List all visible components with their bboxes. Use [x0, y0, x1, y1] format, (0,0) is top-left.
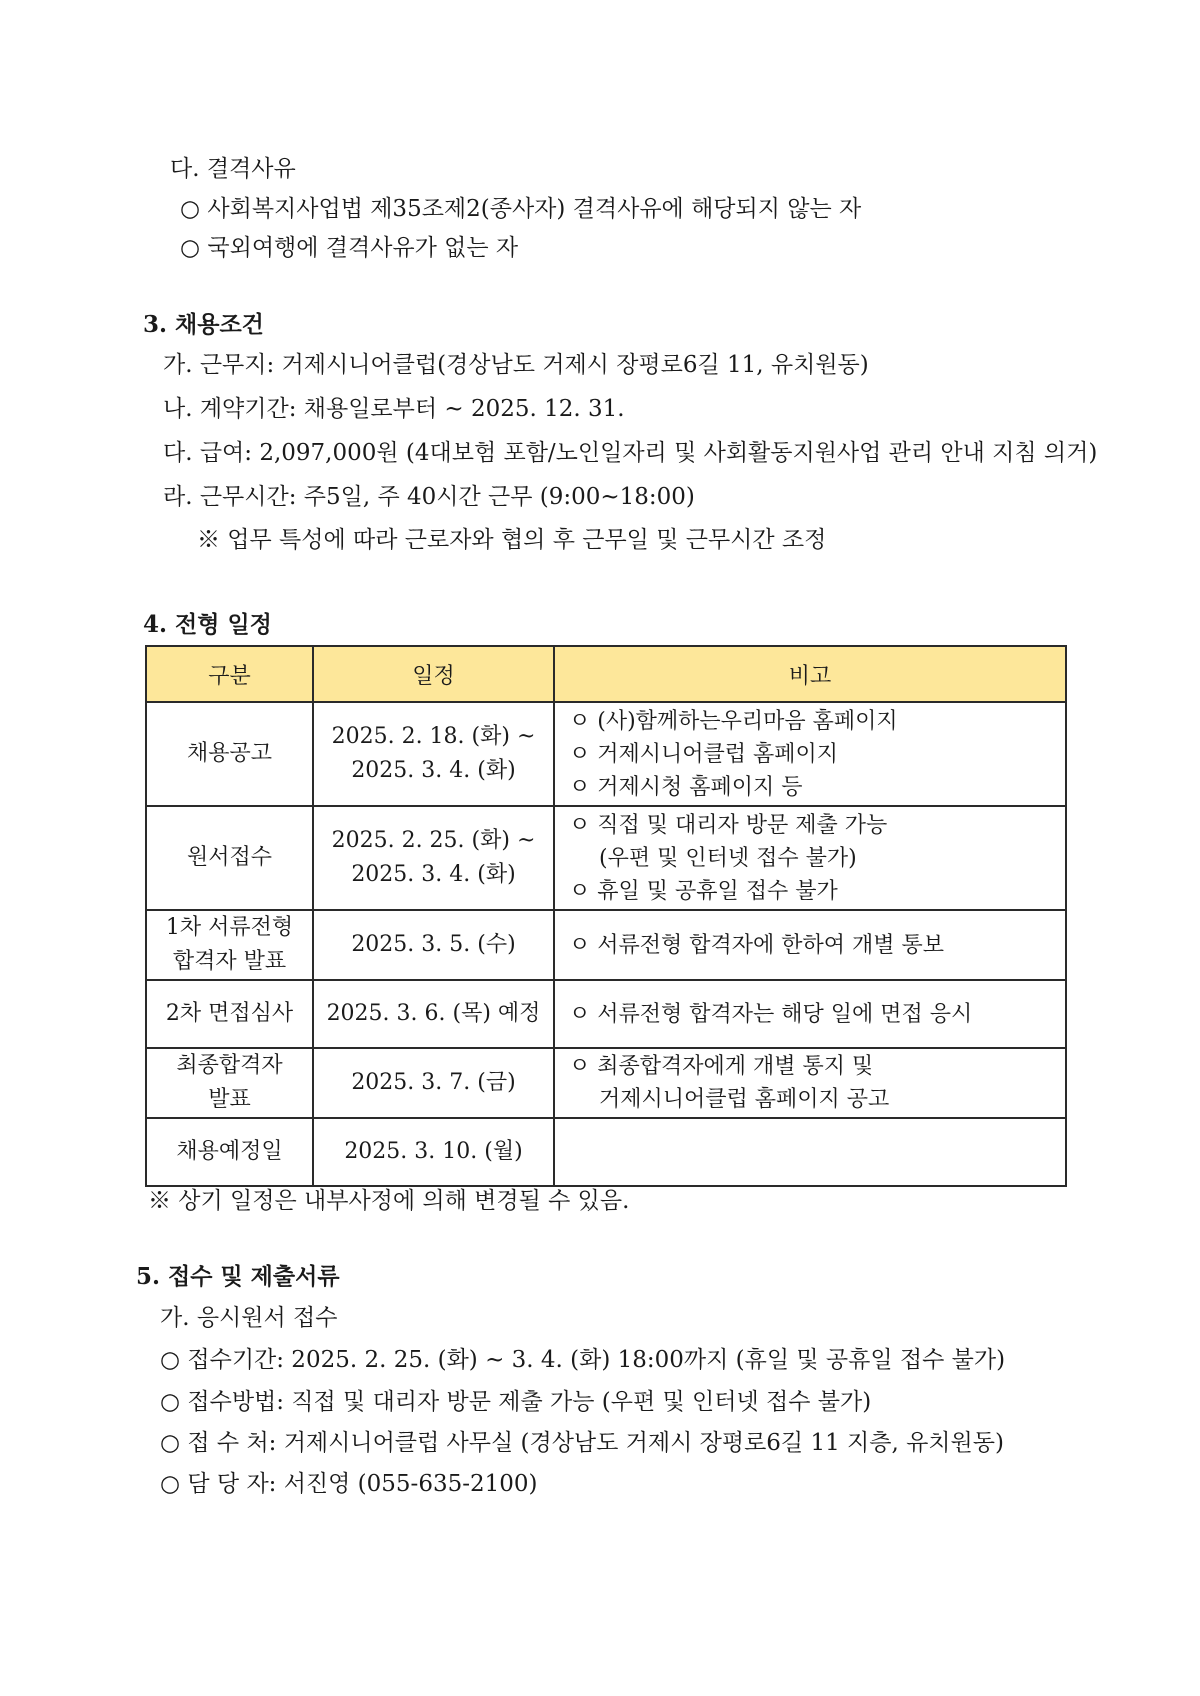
schedule-footnote: ※ 상기 일정은 내부사정에 의해 변경될 수 있음.	[148, 1188, 630, 1214]
row-category: 2차 면접심사	[146, 980, 313, 1048]
row-notes: ㅇ (사)함께하는우리마음 홈페이지 ㅇ 거제시니어클럽 홈페이지 ㅇ 거제시청 홈페이지 등	[554, 702, 1066, 806]
contract-period: 나. 계약기간: 채용일로부터 ~ 2025. 12. 31.	[163, 396, 625, 422]
section-5-heading: 5. 접수 및 제출서류	[136, 1263, 340, 1290]
table-row	[146, 910, 1066, 980]
row-notes: ㅇ 최종합격자에게 개별 통지 및 거제시니어클럽 홈페이지 공고	[554, 1048, 1066, 1118]
row-category: 채용공고	[146, 702, 313, 806]
work-location: 가. 근무지: 거제시니어클럽(경상남도 거제시 장평로6길 11, 유치원동)	[163, 352, 869, 378]
row-schedule: 2025. 3. 10. (월)	[313, 1118, 554, 1186]
contact-person: ○ 담 당 자: 서진영 (055-635-2100)	[160, 1471, 538, 1497]
row-notes: ㅇ 서류전형 합격자에 한하여 개별 통보	[554, 910, 1066, 980]
disqualification-title: 다. 결격사유	[170, 156, 296, 182]
row-schedule: 2025. 3. 6. (목) 예정	[313, 980, 554, 1048]
table-row	[146, 806, 1066, 910]
row-schedule: 2025. 3. 7. (금)	[313, 1048, 554, 1118]
section-3-heading: 3. 채용조건	[143, 311, 264, 338]
row-category: 1차 서류전형 합격자 발표	[146, 910, 313, 980]
header-notes: 비고	[554, 646, 1066, 702]
work-hours-note: ※ 업무 특성에 따라 근로자와 협의 후 근무일 및 근무시간 조정	[197, 527, 827, 553]
row-schedule: 2025. 3. 5. (수)	[313, 910, 554, 980]
row-schedule: 2025. 2. 25. (화) ~ 2025. 3. 4. (화)	[313, 806, 554, 910]
header-category: 구분	[146, 646, 313, 702]
table-row	[146, 1048, 1066, 1118]
row-notes	[554, 1118, 1066, 1186]
row-category: 최종합격자 발표	[146, 1048, 313, 1118]
schedule-table	[145, 645, 1067, 1187]
row-notes: ㅇ 직접 및 대리자 방문 제출 가능 (우편 및 인터넷 접수 불가) ㅇ 휴일 및 공휴일 접수 불가	[554, 806, 1066, 910]
schedule-header-row	[146, 646, 1066, 702]
table-row	[146, 702, 1066, 806]
application-subtitle: 가. 응시원서 접수	[160, 1305, 338, 1331]
application-method: ○ 접수방법: 직접 및 대리자 방문 제출 가능 (우편 및 인터넷 접수 불가)	[160, 1389, 872, 1415]
row-schedule: 2025. 2. 18. (화) ~ 2025. 3. 4. (화)	[313, 702, 554, 806]
disqualification-item-2: ○ 국외여행에 결격사유가 없는 자	[180, 235, 519, 261]
table-row	[146, 980, 1066, 1048]
disqualification-item-1: ○ 사회복지사업법 제35조제2(종사자) 결격사유에 해당되지 않는 자	[180, 196, 862, 222]
header-schedule: 일정	[313, 646, 554, 702]
work-hours: 라. 근무시간: 주5일, 주 40시간 근무 (9:00~18:00)	[163, 484, 695, 510]
row-category: 채용예정일	[146, 1118, 313, 1186]
application-period: ○ 접수기간: 2025. 2. 25. (화) ~ 3. 4. (화) 18:00까지 (휴일 및 공휴일 접수 불가)	[160, 1347, 1006, 1373]
salary: 다. 급여: 2,097,000원 (4대보험 포함/노인일자리 및 사회활동지원사업 관리 안내 지침 의거)	[163, 440, 1098, 466]
row-category: 원서접수	[146, 806, 313, 910]
application-place: ○ 접 수 처: 거제시니어클럽 사무실 (경상남도 거제시 장평로6길 11 지층, 유치원동)	[160, 1430, 1004, 1456]
row-notes: ㅇ 서류전형 합격자는 해당 일에 면접 응시	[554, 980, 1066, 1048]
table-row	[146, 1118, 1066, 1186]
section-4-heading: 4. 전형 일정	[143, 611, 272, 638]
